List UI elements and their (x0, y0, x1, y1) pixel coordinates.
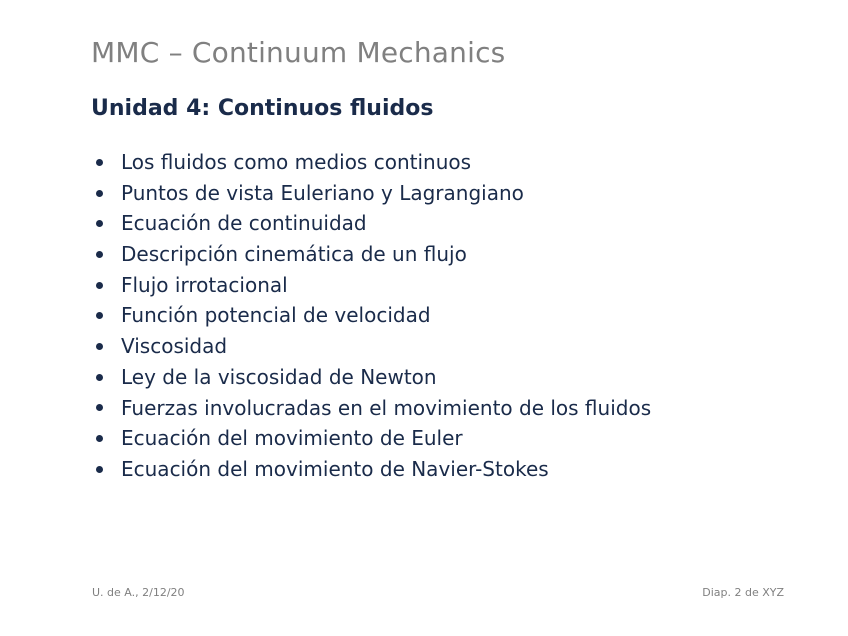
bullet-item (91, 331, 651, 362)
bullet-icon (96, 435, 103, 442)
bullet-item (91, 208, 651, 239)
bullet-item (91, 362, 651, 393)
bullet-item (91, 178, 651, 209)
bullet-text: Función potencial de velocidad (121, 303, 431, 328)
bullet-text: Puntos de vista Euleriano y Lagrangiano (121, 180, 524, 205)
bullet-icon (96, 343, 103, 350)
deck-title: MMC – Continuum Mechanics (91, 36, 506, 69)
bullet-icon (96, 466, 103, 473)
bullet-text: Fuerzas involucradas en el movimiento de los fluidos (121, 395, 652, 420)
bullet-item (91, 300, 651, 331)
slide-heading: Unidad 4: Continuos fluidos (91, 96, 434, 121)
bullet-icon (96, 190, 103, 197)
bullet-text: Flujo irrotacional (121, 272, 288, 297)
bullet-text: Ecuación de continuidad (121, 211, 367, 236)
footer-date: U. de A., 2/12/20 (92, 586, 185, 599)
bullet-text: Viscosidad (121, 334, 228, 359)
bullet-icon (96, 251, 103, 258)
bullet-text: Descripción cinemática de un flujo (121, 242, 467, 267)
bullet-text: Ecuación del movimiento de Euler (121, 426, 463, 451)
bullet-icon (96, 282, 103, 289)
bullet-icon (96, 312, 103, 319)
bullet-item (91, 147, 651, 178)
bullet-text: Ley de la viscosidad de Newton (121, 364, 437, 389)
bullet-list (91, 147, 651, 485)
bullet-icon (96, 404, 103, 411)
bullet-icon (96, 159, 103, 166)
bullet-item (91, 423, 651, 454)
bullet-item (91, 454, 651, 485)
bullet-item (91, 239, 651, 270)
bullet-text: Ecuación del movimiento de Navier-Stokes (121, 456, 549, 481)
bullet-item (91, 270, 651, 301)
bullet-icon (96, 374, 103, 381)
slide-number: Diap. 2 de XYZ (702, 586, 784, 599)
bullet-icon (96, 220, 103, 227)
bullet-item (91, 393, 651, 424)
bullet-text: Los fluidos como medios continuos (121, 150, 472, 174)
